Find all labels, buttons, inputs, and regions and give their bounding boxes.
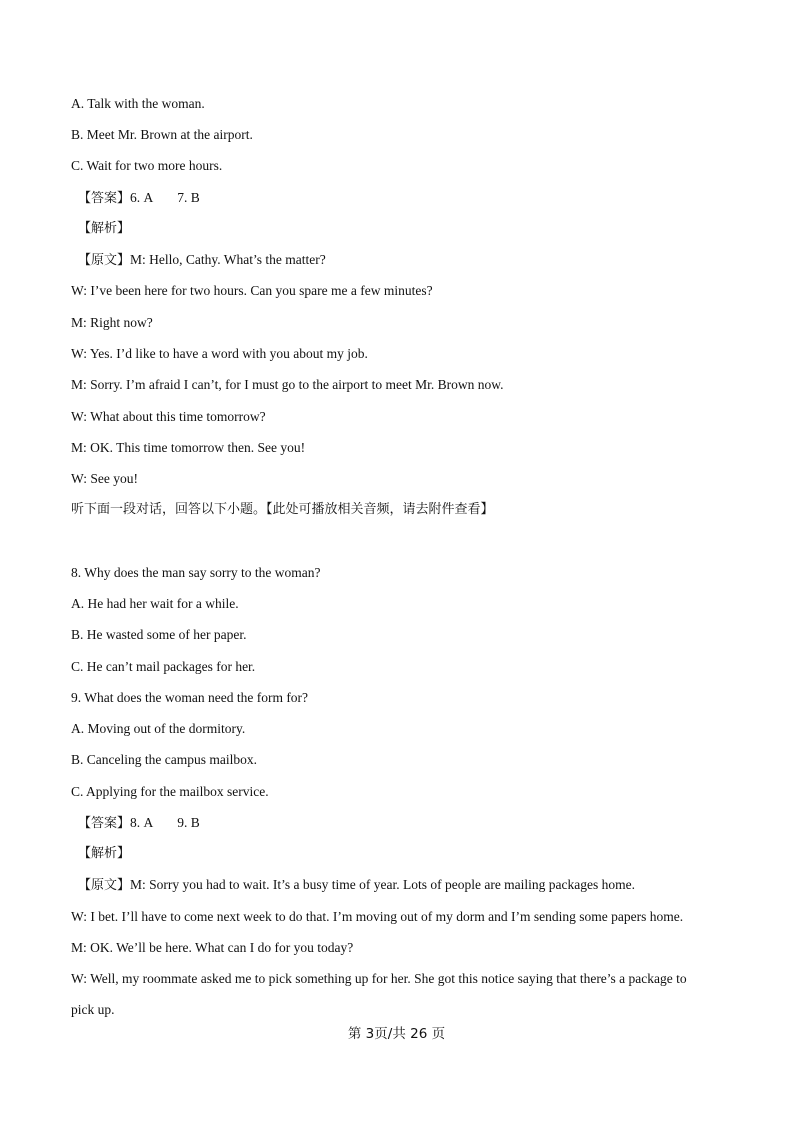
answer-label: 【答案】 [78, 816, 131, 831]
transcript-line: W: Yes. I’d like to have a word with you about my job. [71, 346, 368, 361]
option-b: B. Meet Mr. Brown at the airport. [71, 127, 253, 142]
option-c: C. He can’t mail packages for her. [71, 659, 256, 674]
answer-line-2 [78, 814, 200, 833]
answer-first: 8. A [130, 815, 154, 830]
transcript-line: M: Sorry. I’m afraid I can’t, for I must go to the airport to meet Mr. Brown now. [71, 377, 504, 392]
option-a: A. Moving out of the dormitory. [71, 721, 246, 736]
transcript-line [78, 876, 635, 895]
transcript-text: M: Hello, Cathy. What’s the matter? [130, 252, 326, 267]
answer-line-1 [78, 189, 200, 208]
option-a: A. He had her wait for a while. [71, 596, 239, 611]
transcript-line: W: See you! [71, 471, 138, 486]
transcript-line: W: What about this time tomorrow? [71, 409, 266, 424]
transcript-label: 【原文】 [78, 253, 131, 268]
transcript-line: M: OK. We’ll be here. What can I do for you today? [71, 940, 354, 955]
analysis-label: 【解析】 [78, 221, 131, 236]
transcript-line: M: OK. This time tomorrow then. See you! [71, 440, 306, 455]
option-b: B. Canceling the campus mailbox. [71, 752, 257, 767]
listening-instruction: 听下面一段对话，回答以下小题。【此处可播放相关音频，请去附件查看】 [71, 502, 494, 517]
answer-first: 6. A [130, 190, 154, 205]
answer-second: 7. B [177, 190, 200, 205]
option-b: B. He wasted some of her paper. [71, 627, 247, 642]
transcript-text: M: Sorry you had to wait. It’s a busy time of year. Lots of people are mailing packages home. [130, 877, 636, 892]
answer-label: 【答案】 [78, 191, 131, 206]
transcript-line: W: Well, my roommate asked me to pick something up for her. She got this notice saying that there’s a package to [71, 971, 687, 986]
page-footer: 第 3页/共 26 页 [347, 1026, 446, 1042]
transcript-line: M: Right now? [71, 315, 153, 330]
option-c: C. Applying for the mailbox service. [71, 784, 269, 799]
answer-second: 9. B [177, 815, 200, 830]
transcript-line [78, 251, 326, 270]
option-c: C. Wait for two more hours. [71, 158, 223, 173]
transcript-label: 【原文】 [78, 878, 131, 893]
transcript-line: pick up. [71, 1002, 115, 1017]
transcript-line: W: I bet. I’ll have to come next week to do that. I’m moving out of my dorm and I’m sending some papers home. [71, 909, 684, 924]
analysis-label: 【解析】 [78, 846, 131, 861]
question-9: 9. What does the woman need the form for? [71, 690, 309, 705]
transcript-line: W: I’ve been here for two hours. Can you spare me a few minutes? [71, 283, 433, 298]
option-a: A. Talk with the woman. [71, 96, 205, 111]
question-8: 8. Why does the man say sorry to the woman? [71, 565, 321, 580]
